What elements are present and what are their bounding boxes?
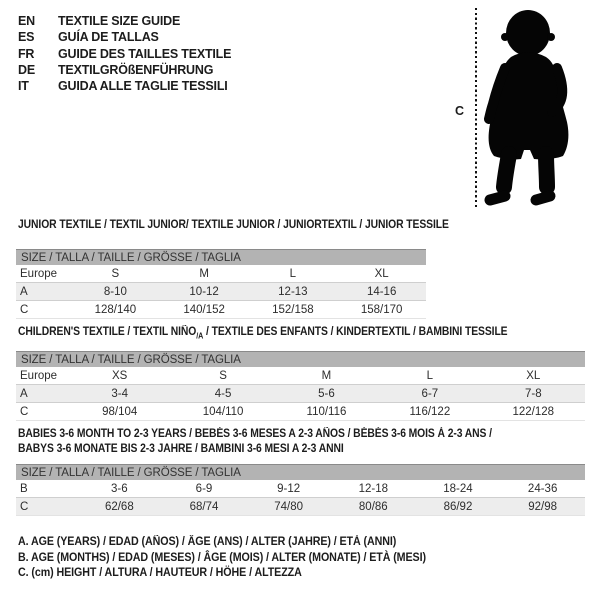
- table-cell: XL: [526, 369, 541, 382]
- language-code: EN: [18, 14, 35, 28]
- language-code: FR: [18, 46, 35, 61]
- table-row-c: [16, 301, 426, 319]
- table-row-europe: [16, 367, 585, 385]
- language-list: [18, 13, 231, 94]
- table-row-a: [16, 385, 585, 403]
- size-table-title-1: [18, 218, 449, 233]
- table-cell: 62/68: [77, 498, 162, 516]
- footnotes: [18, 535, 426, 582]
- title-line: [18, 325, 508, 344]
- table-cell: 12-18: [358, 482, 388, 495]
- table-cell: 24-36: [527, 482, 558, 495]
- table-cell: L: [289, 267, 297, 280]
- language-row-fr: [18, 46, 231, 62]
- size-header-label: SIZE / TALLA / TAILLE / GRÖSSE / TAGLIA: [16, 250, 426, 266]
- baby-silhouette-icon: [478, 6, 584, 208]
- table-cell: 3-4: [68, 385, 171, 403]
- table-cell: 98/104: [68, 403, 171, 421]
- language-row-en: [18, 13, 231, 29]
- language-row-it: [18, 78, 231, 94]
- size-header-bar: [16, 352, 585, 368]
- table-cell: 4-5: [171, 385, 274, 403]
- size-table-3: [16, 464, 585, 516]
- size-table-title-3: [18, 427, 492, 456]
- row-label: A: [16, 385, 68, 403]
- title-segment: BABYS 3-6 MONATE BIS 2-3 JAHRE / BAMBINI 3-6 MESI A 2-3 ANNI: [18, 442, 344, 455]
- language-row-es: [18, 29, 231, 45]
- table-cell: XS: [112, 369, 128, 382]
- table-cell: M: [199, 267, 209, 280]
- size-table-2: [16, 351, 585, 421]
- table-cell: 158/170: [337, 301, 426, 319]
- language-label: GUÍA DE TALLAS: [58, 30, 159, 45]
- table-cell: 140/152: [160, 301, 249, 319]
- height-dotted-line: [475, 8, 477, 208]
- size-table-1: [16, 249, 426, 319]
- table-cell: 122/128: [482, 403, 585, 421]
- table-cell: 68/74: [162, 498, 247, 516]
- size-header-label: SIZE / TALLA / TAILLE / GRÖSSE / TAGLIA: [16, 465, 585, 481]
- table-cell: L: [426, 369, 434, 382]
- language-label: GUIDE DES TAILLES TEXTILE: [58, 46, 232, 61]
- row-label: B: [20, 482, 28, 495]
- size-table-title-2: [18, 325, 508, 344]
- row-label: Europe: [20, 369, 58, 382]
- size-header-bar: [16, 250, 426, 266]
- row-label: C: [16, 403, 68, 421]
- row-label: C: [16, 301, 71, 319]
- table-cell: XL: [374, 267, 389, 280]
- row-label: Europe: [20, 267, 58, 280]
- table-cell: 18-24: [443, 482, 473, 495]
- table-cell: 14-16: [337, 283, 426, 301]
- table-cell: 7-8: [482, 385, 585, 403]
- title-line: [18, 218, 449, 233]
- title-line: [18, 427, 492, 442]
- table-row-c: [16, 498, 585, 516]
- footnote-line: A. AGE (YEARS) / EDAD (AÑOS) / ÂGE (ANS) / ALTER (JAHRE) / ETÀ (ANNI): [18, 536, 397, 548]
- height-measure-label: C: [455, 104, 465, 118]
- table-cell: 128/140: [71, 301, 160, 319]
- table-cell: 10-12: [160, 283, 249, 301]
- table-cell: 152/158: [249, 301, 338, 319]
- footnote-line: B. AGE (MONTHS) / EDAD (MESES) / ÂGE (MOIS) / ALTER (MONATE) / ETÀ (MESI): [18, 551, 426, 564]
- table-cell: 8-10: [71, 283, 160, 301]
- size-header-label: SIZE / TALLA / TAILLE / GRÖSSE / TAGLIA: [16, 352, 585, 368]
- table-cell: S: [111, 267, 120, 280]
- table-cell: 104/110: [171, 403, 274, 421]
- table-cell: 74/80: [246, 498, 331, 516]
- table-cell: 12-13: [249, 283, 338, 301]
- language-row-de: [18, 62, 231, 78]
- size-header-bar: [16, 465, 585, 481]
- table-cell: 92/98: [500, 498, 585, 516]
- table-cell: 80/86: [331, 498, 416, 516]
- language-code: IT: [18, 79, 29, 94]
- language-code: ES: [18, 30, 35, 45]
- language-label: TEXTILGRÖßENFÜHRUNG: [58, 62, 214, 77]
- title-segment: BABIES 3-6 MONTH TO 2-3 YEARS / BEBÉS 3-6 MESES A 2-3 AÑOS / BÉBÉS 3-6 MOIS À 2-3 ANS /: [18, 428, 492, 440]
- table-cell: 6-7: [378, 385, 481, 403]
- table-cell: 116/122: [378, 403, 481, 421]
- table-row-europe: [16, 265, 426, 283]
- table-cell: 110/116: [275, 403, 378, 421]
- table-cell: 86/92: [416, 498, 501, 516]
- title-line: [18, 442, 492, 457]
- table-row-b: [16, 480, 585, 498]
- language-label: GUIDA ALLE TAGLIE TESSILI: [58, 79, 228, 94]
- table-cell: S: [219, 369, 227, 382]
- table-row-a: [16, 283, 426, 301]
- table-cell: 9-12: [277, 482, 301, 495]
- table-cell: 5-6: [275, 385, 378, 403]
- title-segment: / TEXTILE DES ENFANTS / KINDERTEXTIL / BAMBINI TESSILE: [203, 326, 508, 338]
- table-row-c: [16, 403, 585, 421]
- table-cell: 6-9: [195, 482, 213, 495]
- language-code: DE: [18, 62, 35, 77]
- footnote-line: C. (cm) HEIGHT / ALTURA / HAUTEUR / HÖHE / ALTEZZA: [18, 567, 302, 580]
- table-cell: 3-6: [111, 482, 128, 495]
- language-label: TEXTILE SIZE GUIDE: [58, 14, 181, 28]
- title-segment: JUNIOR TEXTILE / TEXTIL JUNIOR/ TEXTILE JUNIOR / JUNIORTEXTIL / JUNIOR TESSILE: [18, 219, 449, 231]
- table-cell: M: [321, 369, 332, 382]
- row-label: C: [16, 498, 77, 516]
- row-label: A: [16, 283, 71, 301]
- title-segment: CHILDREN'S TEXTILE / TEXTIL NIÑO: [18, 326, 197, 338]
- title-segment: /A: [196, 331, 204, 341]
